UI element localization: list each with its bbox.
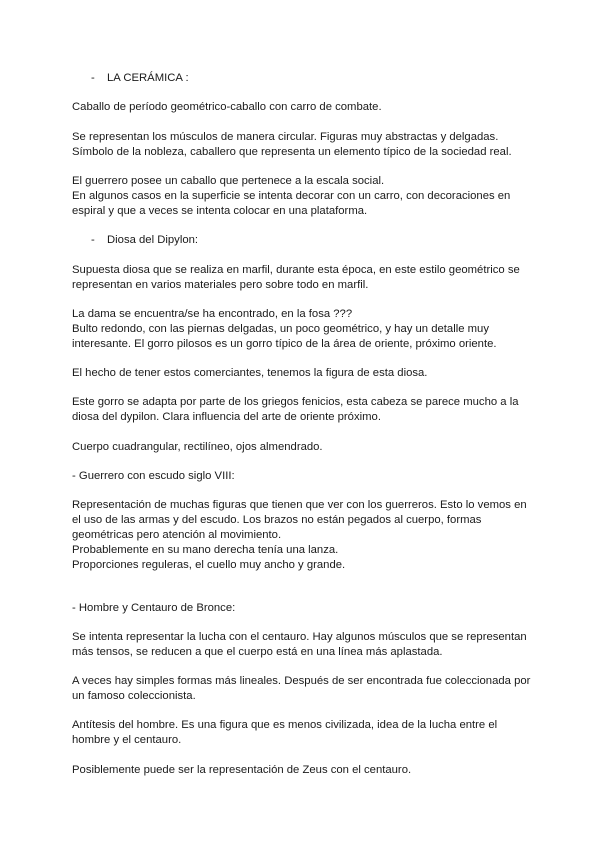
heading-centauro: - Hombre y Centauro de Bronce: xyxy=(72,602,236,614)
heading-dipylon: Diosa del Dipylon: xyxy=(107,234,199,246)
text-line: interesante. El gorro pilosos es un gorro típico de la área de oriente, próximo oriente. xyxy=(72,338,497,350)
text-line: Antítesis del hombre. Es una figura que es menos civilizada, idea de la lucha entre el xyxy=(72,719,498,731)
text-line: hombre y el centauro. xyxy=(72,734,182,746)
text-line: Cuerpo cuadrangular, rectilíneo, ojos almendrado. xyxy=(72,441,323,453)
text-line: El hecho de tener estos comerciantes, tenemos la figura de esta diosa. xyxy=(72,367,428,379)
text-line: geométricas pero atención al movimiento. xyxy=(72,529,282,541)
bullet-dash: - xyxy=(91,234,95,246)
text-line: La dama se encuentra/se ha encontrado, en la fosa ??? xyxy=(72,308,353,320)
text-line: Se representan los músculos de manera circular. Figuras muy abstractas y delgadas. xyxy=(72,131,499,143)
text-line: representan en varios materiales pero sobre todo en marfil. xyxy=(72,279,369,291)
text-line: Símbolo de la nobleza, caballero que representa un elemento típico de la sociedad real. xyxy=(72,146,512,158)
text-line: más tensos, se reducen a que el cuerpo está en una línea más aplastada. xyxy=(72,646,443,658)
text-line: Este gorro se adapta por parte de los griegos fenicios, esta cabeza se parece mucho a la xyxy=(72,396,519,408)
heading-guerrero: - Guerrero con escudo siglo VIII: xyxy=(72,470,235,482)
text-line: Bulto redondo, con las piernas delgadas, un poco geométrico, y hay un detalle muy xyxy=(72,323,489,335)
text-line: diosa del dypilon. Clara influencia del arte de oriente próximo. xyxy=(72,411,381,423)
text-line: Se intenta representar la lucha con el centauro. Hay algunos músculos que se representan xyxy=(72,631,527,643)
text-line: Supuesta diosa que se realiza en marfil, durante esta época, en este estilo geométrico se xyxy=(72,264,520,276)
text-line: espiral y que a veces se intenta colocar en una plataforma. xyxy=(72,205,368,217)
text-line: Probablemente en su mano derecha tenía una lanza. xyxy=(72,544,339,556)
text-line: El guerrero posee un caballo que pertenece a la escala social. xyxy=(72,175,385,187)
text-line: Proporciones reguleras, el cuello muy ancho y grande. xyxy=(72,559,346,571)
text-line: el uso de las armas y del escudo. Los brazos no están pegados al cuerpo, formas xyxy=(72,514,482,526)
text-line: Posiblemente puede ser la representación de Zeus con el centauro. xyxy=(72,764,412,776)
bullet-dash: - xyxy=(91,72,95,84)
heading-ceramica: LA CERÁMICA : xyxy=(107,72,189,84)
text-line: un famoso coleccionista. xyxy=(72,690,196,702)
text-line: Caballo de período geométrico-caballo con carro de combate. xyxy=(72,101,382,113)
text-line: Representación de muchas figuras que tienen que ver con los guerreros. Esto lo vemos en xyxy=(72,499,527,511)
text-line: En algunos casos en la superficie se intenta decorar con un carro, con decoraciones en xyxy=(72,190,511,202)
text-line: A veces hay simples formas más lineales. Después de ser encontrada fue coleccionada por xyxy=(72,675,531,687)
